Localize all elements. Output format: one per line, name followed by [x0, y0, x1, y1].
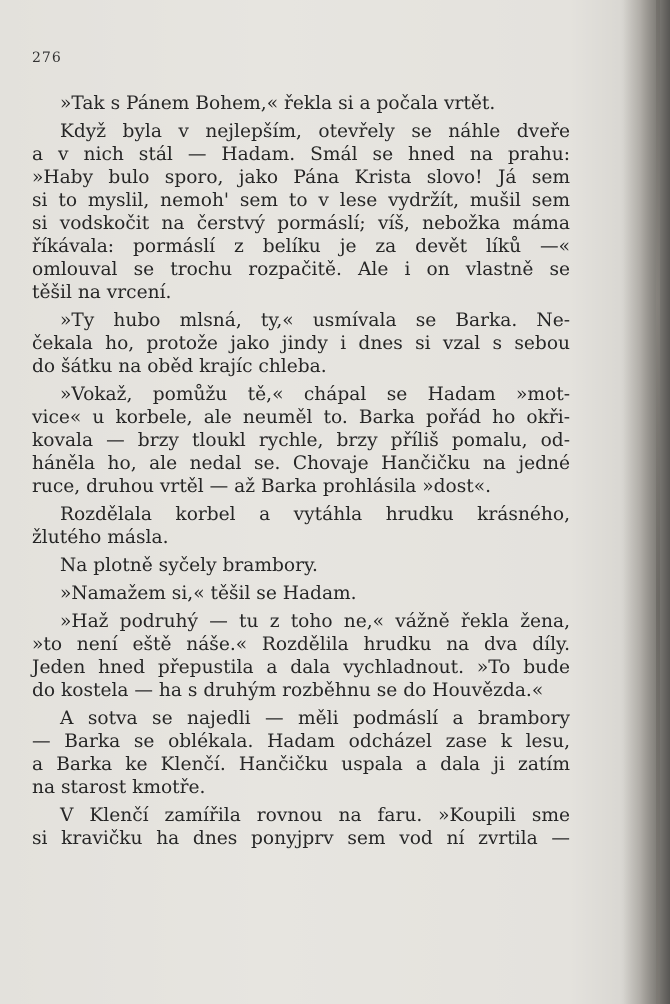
text-line: do kostela — ha s druhým rozběhnu se do Houvězda.«: [32, 680, 544, 701]
text-line: háněla ho, ale nedal se. Chovaje Hančičku na jedné: [32, 453, 570, 474]
page-edge-shadow: [620, 0, 670, 1004]
text-line: čekala ho, protože jako jindy i dnes si vzal s sebou: [32, 333, 570, 354]
text-line: »Ty hubo mlsná, ty,« usmívala se Barka. Ne-: [60, 310, 570, 331]
paragraph: [32, 309, 570, 378]
text-line: do šátku na oběd krajíc chleba.: [32, 356, 327, 377]
text-line: Když byla v nejlepším, otevřely se náhle dveře: [60, 121, 570, 142]
text-line: na starost kmotře.: [32, 777, 206, 798]
page-edge-line: [656, 0, 660, 1004]
text-line: »Tak s Pánem Bohem,« řekla si a počala vrtět.: [60, 93, 496, 114]
text-line: si vodskočit na čerstvý pormáslí; víš, nebožka máma: [32, 213, 570, 234]
text-line: a v nich stál — Hadam. Smál se hned na prahu:: [32, 144, 570, 165]
paragraph: [32, 92, 570, 115]
page-number: 276: [32, 50, 62, 66]
paragraph: [32, 120, 570, 304]
text-line: Rozdělala korbel a vytáhla hrudku krásného,: [60, 504, 570, 525]
text-line: A sotva se najedli — měli podmáslí a brambory: [60, 708, 570, 729]
text-line: — Barka se oblékala. Hadam odcházel zase k lesu,: [32, 731, 570, 752]
text-line: Jeden hned přepustila a dala vychladnout. »To bude: [32, 657, 570, 678]
text-line: žlutého másla.: [32, 527, 169, 548]
text-line: »to není eště náše.« Rozdělila hrudku na dva díly.: [32, 634, 570, 655]
text-line: Na plotně syčely brambory.: [60, 555, 318, 576]
text-line: a Barka ke Klenčí. Hančičku uspala a dala ji zatím: [32, 754, 570, 775]
paragraph: [32, 707, 570, 799]
body-text: [32, 92, 570, 850]
paragraph: [32, 610, 570, 702]
text-line: si kravičku ha dnes ponyjprv sem vod ní zvrtila —: [32, 828, 570, 849]
paragraph: [32, 804, 570, 850]
paragraph: [32, 503, 570, 549]
paragraph: [32, 554, 570, 577]
text-line: vice« u korbele, ale neuměl to. Barka pořád ho okři-: [32, 407, 570, 428]
text-line: těšil na vrcení.: [32, 282, 172, 303]
paragraph: [32, 383, 570, 498]
text-line: »Vokaž, pomůžu tě,« chápal se Hadam »mot-: [60, 384, 570, 405]
text-line: »Haby bulo sporo, jako Pána Krista slovo! Já sem: [32, 167, 570, 188]
text-line: říkávala: pormáslí z belíku je za devět líků —«: [32, 236, 570, 257]
text-line: omlouval se trochu rozpačitě. Ale i on vlastně se: [32, 259, 570, 280]
text-line: »Namažem si,« těšil se Hadam.: [60, 583, 357, 604]
text-line: ruce, druhou vrtěl — až Barka prohlásila »dost«.: [32, 476, 492, 497]
paragraph: [32, 582, 570, 605]
text-line: V Klenčí zamířila rovnou na faru. »Koupili sme: [60, 805, 570, 826]
text-line: si to myslil, nemoh' sem to v lese vydržít, mušil sem: [32, 190, 570, 211]
text-line: »Haž podruhý — tu z toho ne,« vážně řekla žena,: [60, 611, 570, 632]
text-line: kovala — brzy tloukl rychle, brzy příliš pomalu, od-: [32, 430, 570, 451]
